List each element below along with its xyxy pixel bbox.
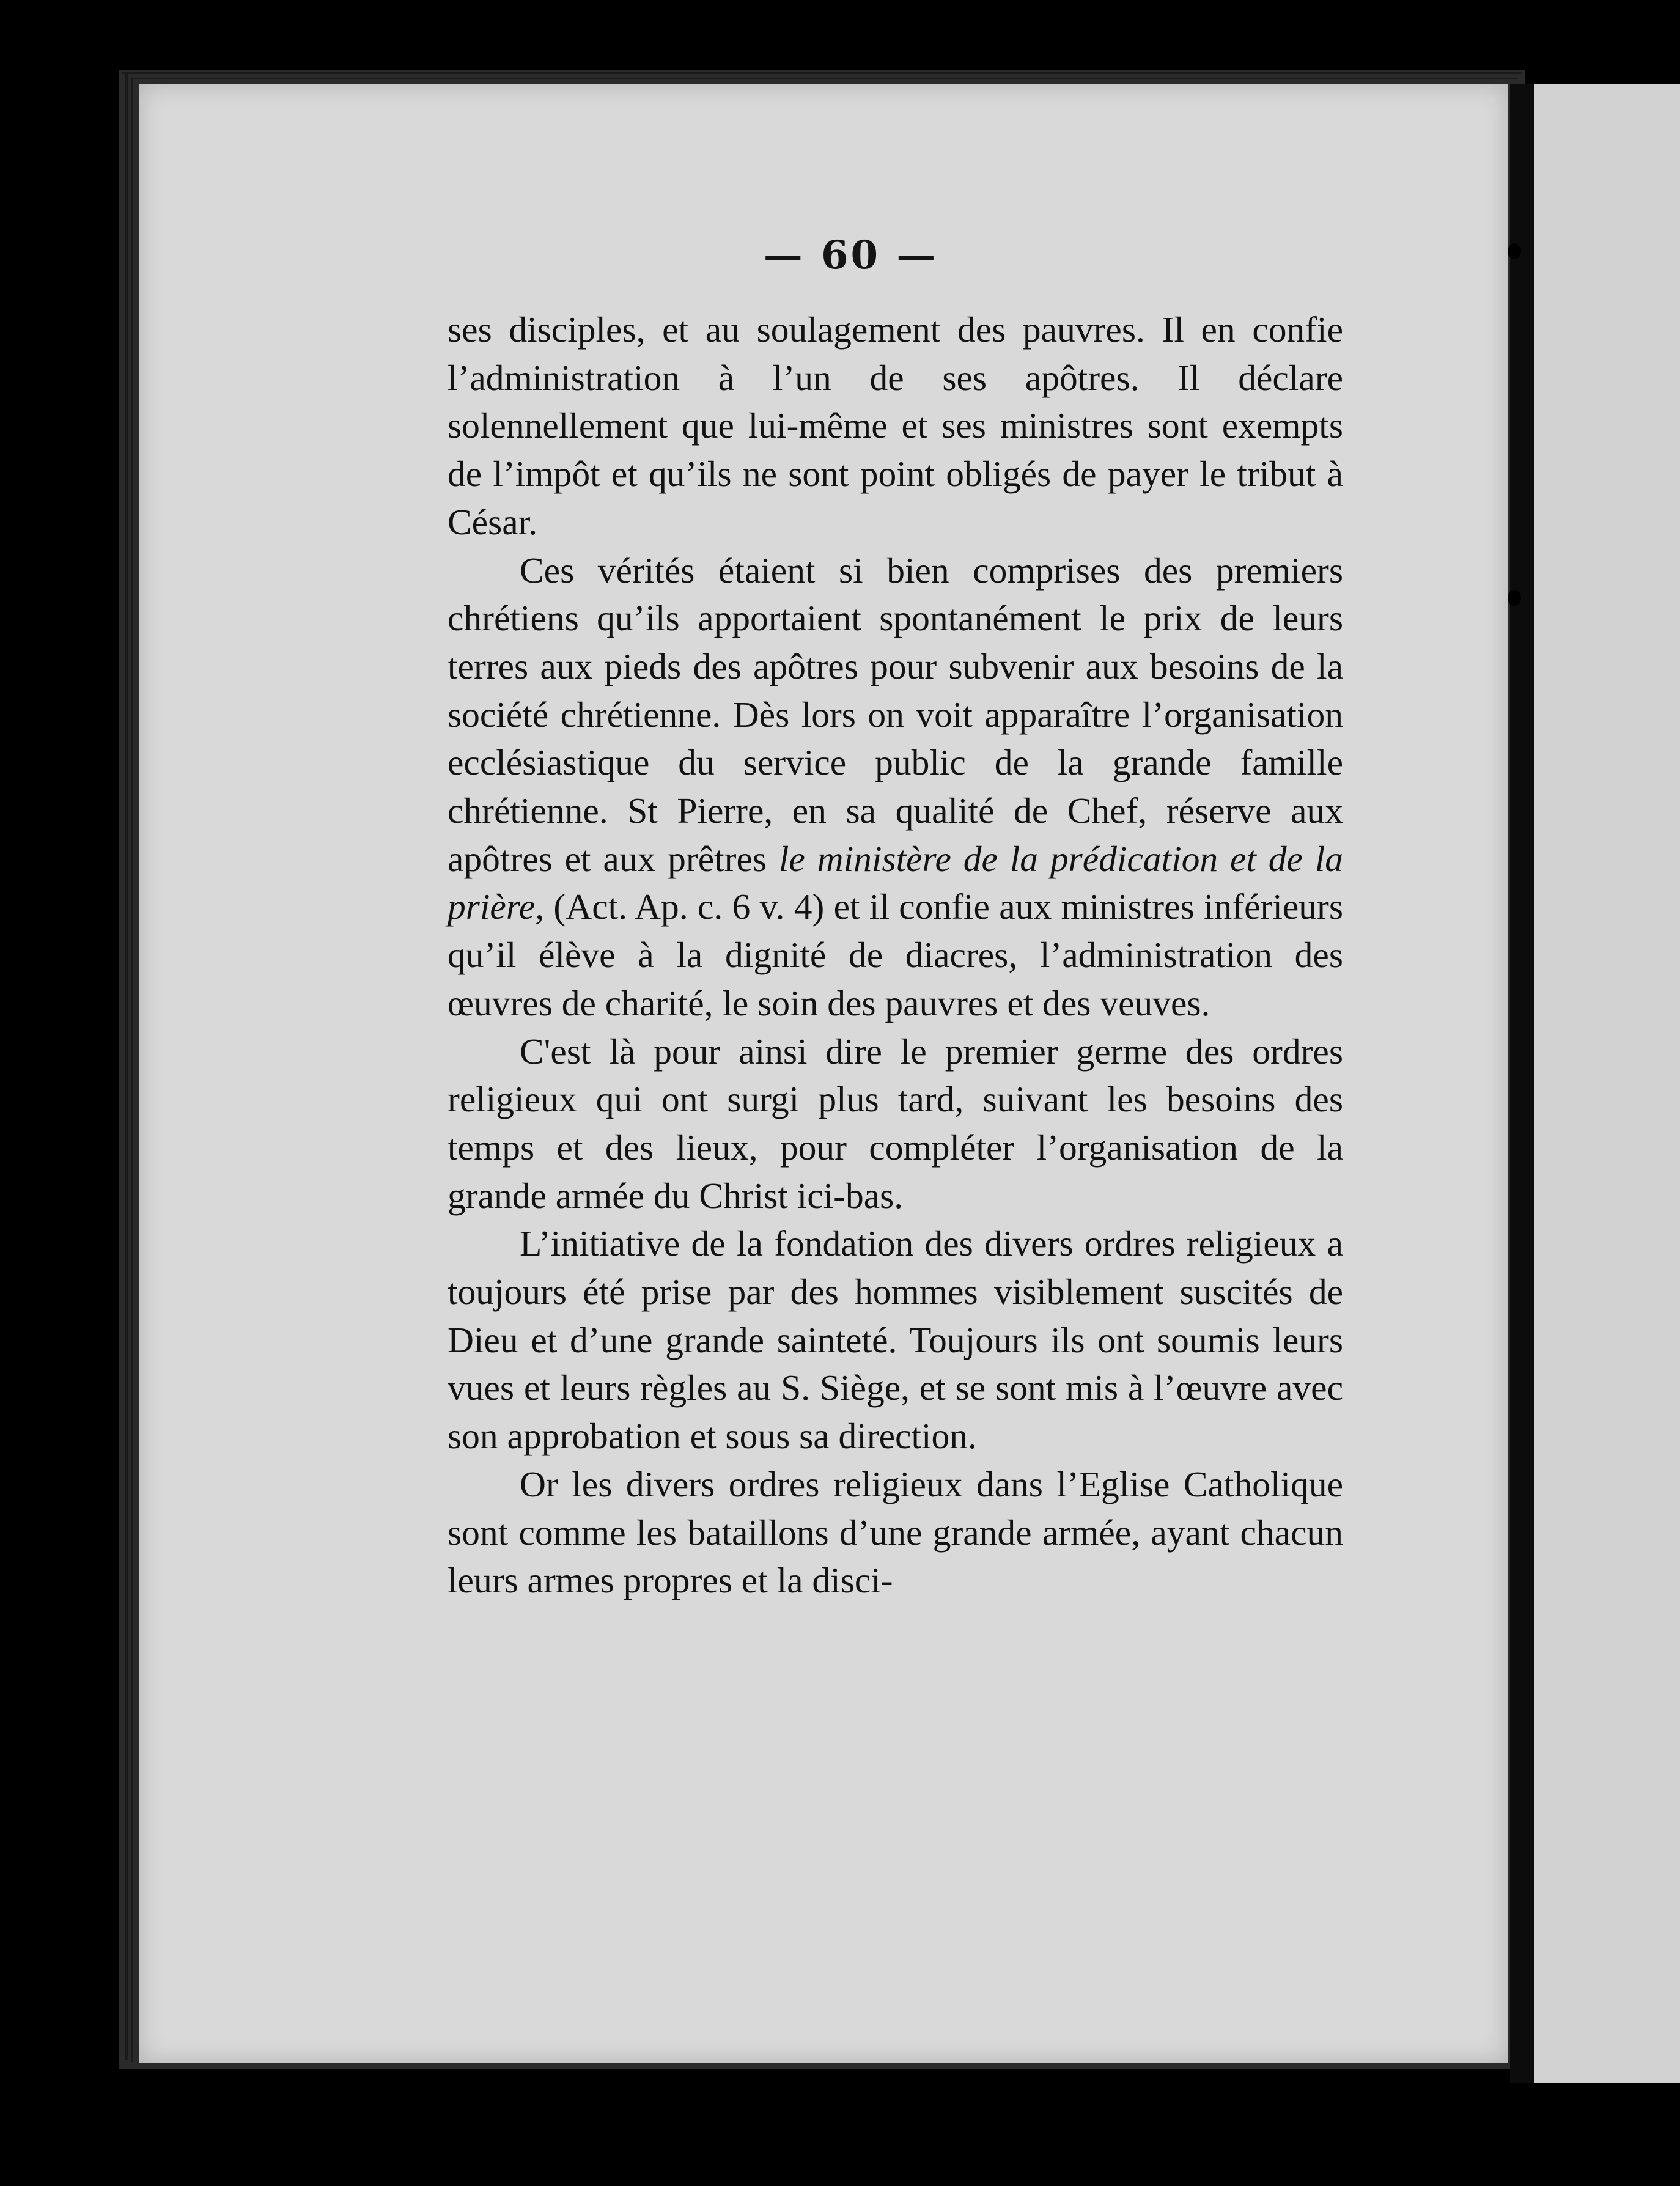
paragraph: [448, 306, 1343, 546]
paragraph-text: Ces vérités étaient si bien comprises des premiers chrétiens qu’ils apportaient spontanément le prix de leurs terres aux pieds des apôtres pour subvenir aux besoins de la société chrétienne. Dès lors on voit apparaître l’organisation ecclésiastique du service public de la grande famille chrétienne. St Pierre, en sa qualité de Chef, réserve aux apôtres et aux prêtres: [448, 550, 1343, 879]
binding-mark: [1508, 590, 1521, 606]
paragraph: [448, 1460, 1343, 1605]
body-text: [448, 306, 1343, 1605]
italic-quote: le ministère de la prédication et de la prière,: [448, 838, 1343, 927]
page-edge-line: [122, 72, 1522, 74]
page-edge-line: [131, 78, 133, 2062]
paragraph: [448, 1220, 1343, 1460]
paragraph-text: C'est là pour ainsi dire le premier germe des ordres religieux qui ont surgi plus tard, suivant les besoins des temps et des lieux, pour compléter l’organisation de la grande armée du Christ ici-bas.: [448, 1031, 1343, 1216]
facing-page-edge: [1534, 84, 1680, 2083]
paragraph-text: (Act. Ap. c. 6 v. 4) et il confie aux ministres inférieurs qu’il élève à la dignité de diacres, l’administration des œuvres de charité, le soin des pauvres et des veuves.: [448, 886, 1343, 1023]
paragraph: [448, 1028, 1343, 1220]
page-edge-line: [125, 73, 128, 2060]
paragraph-text: ses disciples, et au soulagement des pauvres. Il en confie l’administration à l’un de ses apôtres. Il déclare solennellement que lui-même et ses ministres sont exempts de l’impôt et qu’ils ne sont point obligés de payer le tribut à César.: [448, 309, 1343, 542]
paragraph-text: Or les divers ordres religieux dans l’Eglise Catholique sont comme les bataillons d’une grande armée, ayant chacun leurs armes propres et la disci-: [448, 1463, 1343, 1601]
paragraph: [448, 546, 1343, 1028]
book-gutter: [1510, 84, 1536, 2083]
page-number: — 60 —: [763, 232, 938, 278]
paragraph-text: L’initiative de la fondation des divers ordres religieux a toujours été prise par des hommes visiblement suscités de Dieu et d’une grande sainteté. Toujours ils ont soumis leurs vues et leurs règles au S. Siège, et se sont mis à l’œuvre avec son approbation et sous sa direction.: [448, 1223, 1343, 1457]
page-edge-line: [130, 78, 1517, 79]
